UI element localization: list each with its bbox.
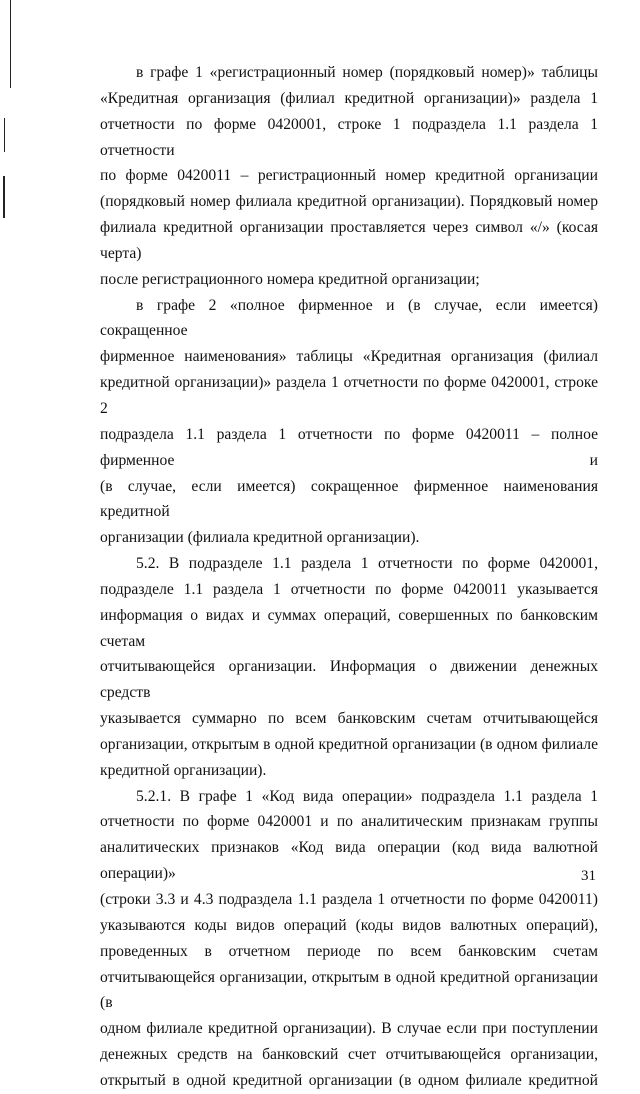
- text-line: в графе 1 «регистрационный номер (порядковый номер)» таблицы: [136, 64, 598, 81]
- text-line: одном филиале кредитной организации). В случае если при поступлении: [100, 1020, 598, 1038]
- text-line: указываются коды видов операций (коды видов валютных операций),: [100, 916, 598, 934]
- page-body: [100, 60, 598, 1094]
- text-line: подразделе 1.1 раздела 1 отчетности по форме 0420011 указывается: [100, 580, 598, 598]
- text-line: денежных средств на банковский счет отчитывающейся организации,: [100, 1046, 598, 1064]
- text-line: в графе 2 «полное фирменное и (в случае, если имеется) сокращенное: [100, 296, 598, 340]
- text-line: (порядковый номер филиала кредитной организации). Порядковый номер: [100, 193, 598, 211]
- scan-edge-mark: [3, 176, 5, 218]
- text-line: отчитывающейся организации. Информация о движении денежных средств: [100, 658, 598, 702]
- text-line: (в случае, если имеется) сокращенное фирменное наименования кредитной: [100, 477, 598, 521]
- text-line: отчетности по форме 0420001 и по аналитическим признакам группы: [100, 813, 598, 831]
- text-line: отчетности по форме 0420001, строке 1 подраздела 1.1 раздела 1 отчетности: [100, 115, 598, 159]
- text-line: 5.2. В подразделе 1.1 раздела 1 отчетности по форме 0420001,: [136, 555, 598, 573]
- scan-edge-mark: [10, 0, 11, 88]
- text-line: организации, открытым в одной кредитной организации (в одном филиале: [100, 735, 598, 753]
- paragraph-2: [100, 293, 598, 551]
- text-line: (строки 3.3 и 4.3 подраздела 1.1 раздела 1 отчетности по форме 0420011): [100, 891, 598, 908]
- text-line: «Кредитная организация (филиал кредитной организации)» раздела 1: [100, 89, 598, 107]
- text-line: 5.2.1. В графе 1 «Код вида операции» подраздела 1.1 раздела 1: [136, 787, 598, 805]
- text-line: по форме 0420011 – регистрационный номер кредитной организации: [100, 167, 598, 185]
- paragraph-1: [100, 60, 598, 293]
- scan-edge-mark: [4, 118, 5, 152]
- text-line: отчитывающейся организации, открытым в одной кредитной организации (в: [100, 968, 598, 1012]
- text-line: информация о видах и суммах операций, совершенных по банковским счетам: [100, 606, 598, 650]
- text-line: после регистрационного номера кредитной организации;: [100, 270, 480, 288]
- text-line: указывается суммарно по всем банковским счетам отчитывающейся: [100, 710, 598, 728]
- text-line: кредитной организации)» раздела 1 отчетности по форме 0420001, строке 2: [100, 374, 598, 417]
- text-line: филиала кредитной организации проставляется через символ «/» (косая черта): [100, 219, 598, 262]
- text-line: организации (филиала кредитной организации).: [100, 529, 420, 547]
- paragraph-3: [100, 551, 598, 784]
- text-line: фирменное наименования» таблицы «Кредитная организация (филиал: [100, 348, 598, 366]
- text-line: проведенных в отчетном периоде по всем банковским счетам: [100, 942, 598, 960]
- text-line: кредитной организации).: [100, 761, 267, 779]
- text-line: подраздела 1.1 раздела 1 отчетности по форме 0420011 – полное фирменное и: [100, 425, 598, 469]
- paragraph-4: [100, 784, 598, 1094]
- text-line: открытый в одной кредитной организации (в одном филиале кредитной: [100, 1071, 598, 1089]
- page-number: 31: [581, 868, 596, 884]
- text-line: аналитических признаков «Код вида операции (код вида валютной операции)»: [100, 839, 598, 883]
